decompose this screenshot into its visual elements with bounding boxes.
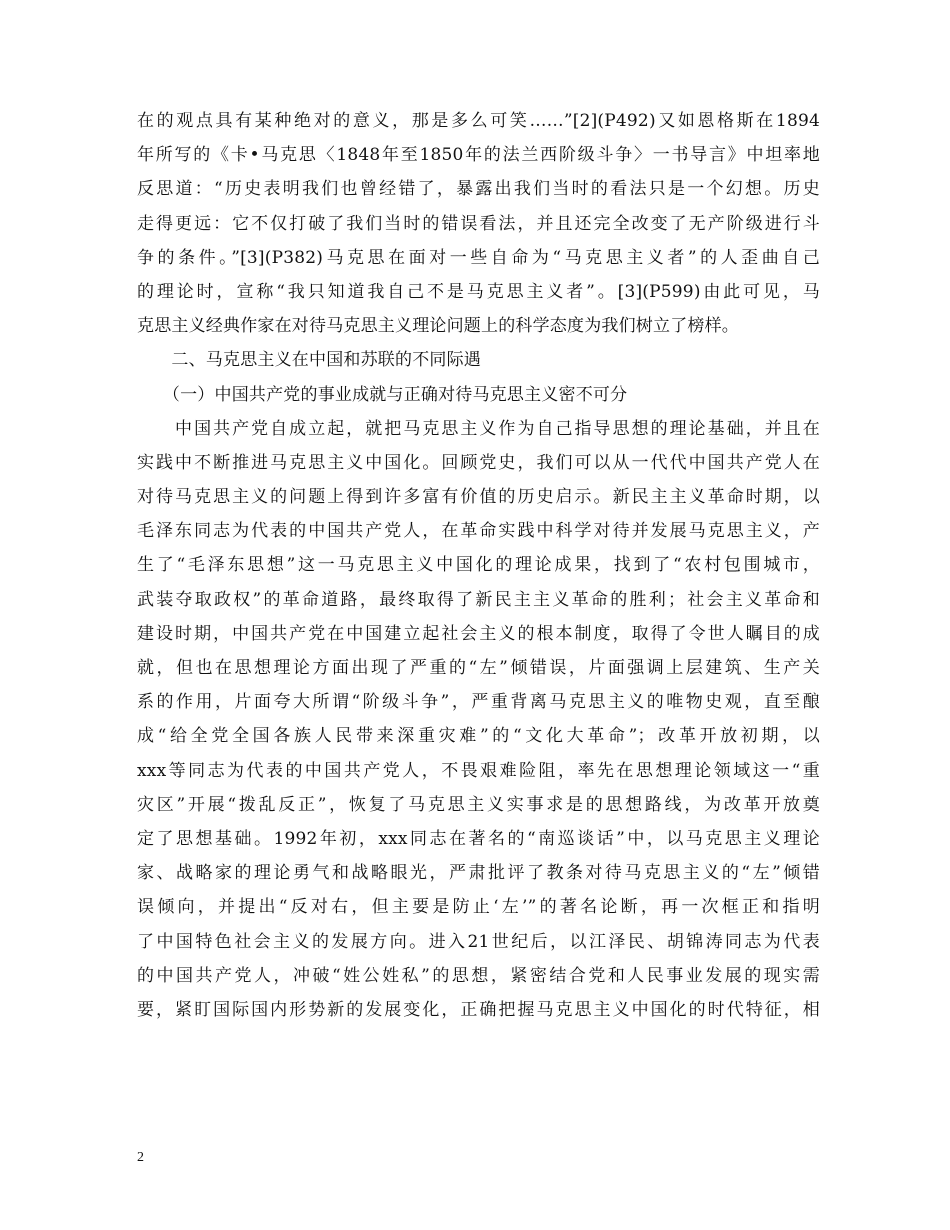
text-line: 灾区”开展“拨乱反正”，恢复了马克思主义实事求是的思想路线，为改革开放奠 — [137, 794, 820, 815]
text-line: 家、战略家的理论勇气和战略眼光，严肃批评了教条对待马克思主义的“左”倾错 — [137, 863, 820, 884]
text-line: 中国共产党自成立起，就把马克思主义作为自己指导思想的理论基础，并且在 — [137, 418, 820, 439]
text-line: 实践中不断推进马克思主义中国化。回顾党史，我们可以从一代代中国共产党人在 — [137, 452, 820, 473]
text-line: 定了思想基础。1992年初，xxx同志在著名的“南巡谈话”中，以马克思主义理论 — [137, 828, 820, 849]
text-line: 要，紧盯国际国内形势新的发展变化，正确把握马克思主义中国化的时代特征，相 — [137, 999, 820, 1020]
text-line: 年所写的《卡•马克思〈1848年至1850年的法兰西阶级斗争〉一书导言》中坦率地 — [137, 145, 820, 166]
text-line: xxx等同志为代表的中国共产党人，不畏艰难险阻，率先在思想理论领域这一“重 — [137, 760, 820, 781]
text-line: 走得更远：它不仅打破了我们当时的错误看法，并且还完全改变了无产阶级进行斗 — [137, 213, 820, 234]
text-line: 在的观点具有某种绝对的意义，那是多么可笑……”[2](P492)又如恩格斯在1894 — [137, 111, 820, 131]
text-line: 反思道：“历史表明我们也曾经错了，暴露出我们当时的看法只是一个幻想。历史 — [137, 179, 820, 200]
text-line: 成“给全党全国各族人民带来深重灾难”的“文化大革命”；改革开放初期，以 — [137, 726, 820, 747]
text-line: 就，但也在思想理论方面出现了严重的“左”倾错误，片面强调上层建筑、生产关 — [137, 658, 820, 678]
body-text — [137, 104, 820, 1027]
text-line: 克思主义经典作家在对待马克思主义理论问题上的科学态度为我们树立了榜样。 — [137, 316, 739, 337]
text-line: 误倾向，并提出“反对右，但主要是防止‘左’”的著名论断，再一次框正和指明 — [137, 897, 820, 918]
text-line: 对待马克思主义的问题上得到许多富有价值的历史启示。新民主主义革命时期，以 — [137, 487, 820, 508]
text-line: 系的作用，片面夸大所谓“阶级斗争”，严重背离马克思主义的唯物史观，直至酿 — [137, 692, 820, 713]
text-line: 争的条件。”[3](P382)马克思在面对一些自命为“马克思主义者”的人歪曲自己 — [137, 247, 820, 268]
section-heading: 二、马克思主义在中国和苏联的不同际遇 — [137, 350, 481, 371]
page-number: 2 — [137, 1150, 144, 1165]
text-line: 了中国特色社会主义的发展方向。进入21世纪后，以江泽民、胡锦涛同志为代表 — [137, 931, 820, 952]
text-line: 的中国共产党人，冲破“姓公姓私”的思想，紧密结合党和人民事业发展的现实需 — [137, 965, 820, 986]
text-line: 武装夺取政权”的革命道路，最终取得了新民主主义革命的胜利；社会主义革命和 — [137, 589, 820, 610]
text-line: 的理论时，宣称“我只知道我自己不是马克思主义者”。[3](P599)由此可见，马 — [137, 281, 820, 302]
text-line: 建设时期，中国共产党在中国建立起社会主义的根本制度，取得了令世人瞩目的成 — [137, 623, 820, 644]
subsection-heading: （一）中国共产党的事业成就与正确对待马克思主义密不可分 — [137, 384, 628, 405]
text-line: 毛泽东同志为代表的中国共产党人，在革命实践中科学对待并发展马克思主义，产 — [137, 521, 820, 542]
text-line: 生了“毛泽东思想”这一马克思主义中国化的理论成果，找到了“农村包围城市， — [137, 555, 820, 576]
